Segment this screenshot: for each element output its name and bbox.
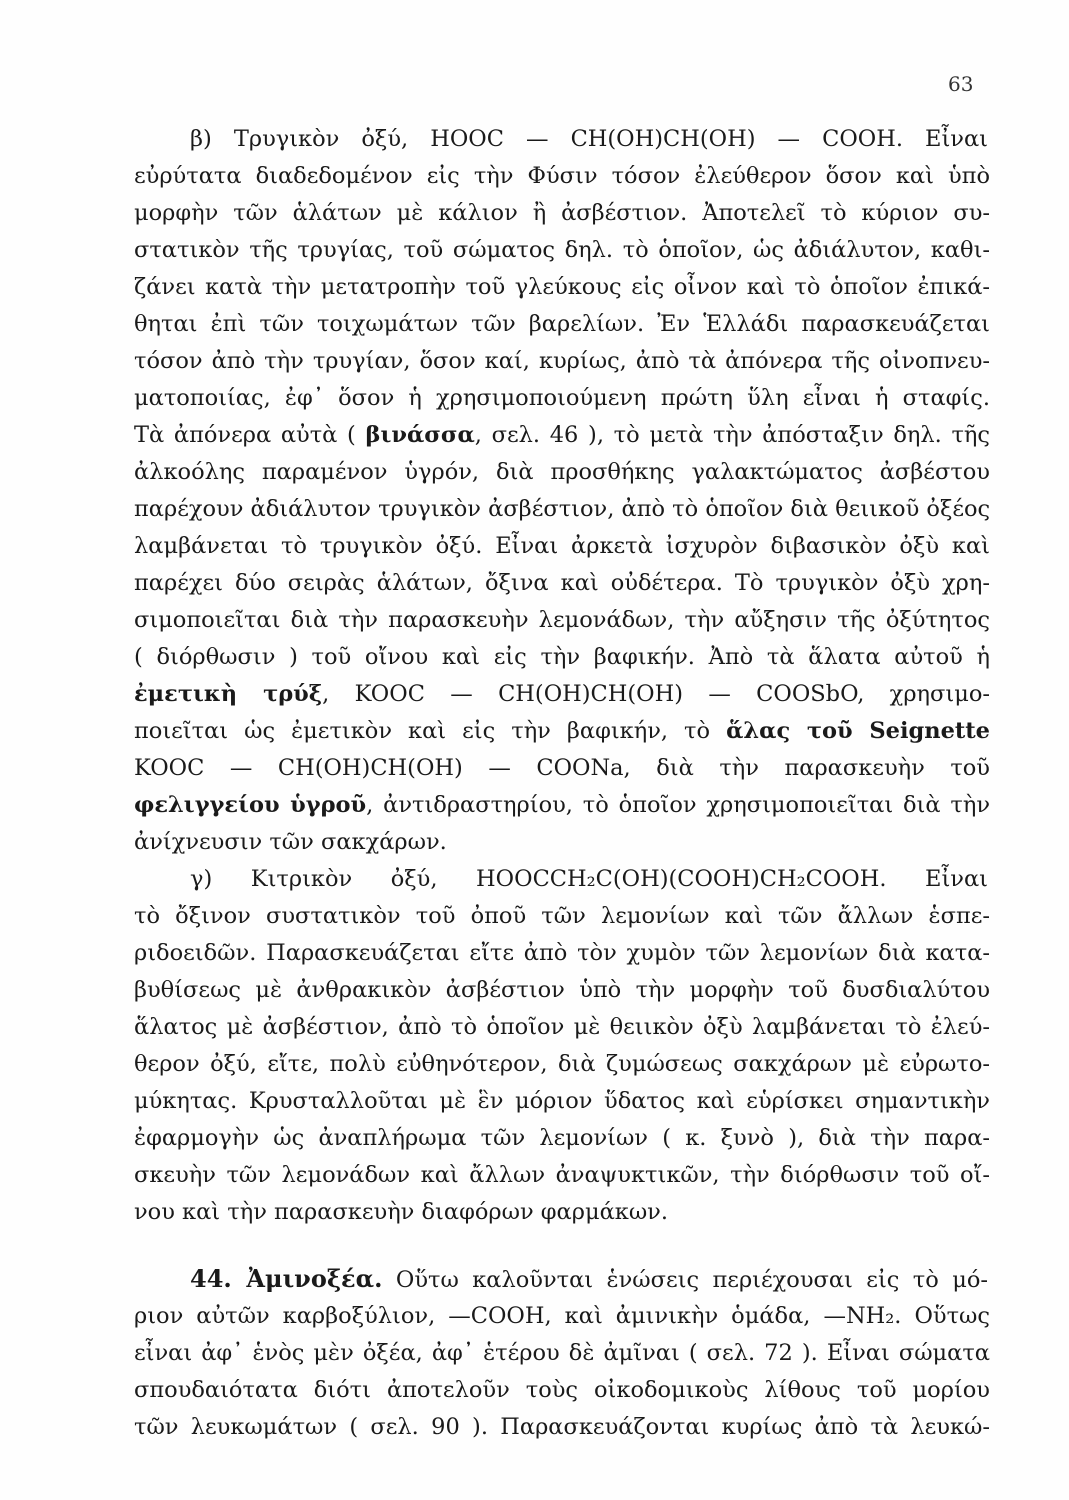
text-line: ἀνίχνευσιν τῶν σακχάρων.	[134, 829, 447, 855]
text-line: στατικὸν τῆς τρυγίας, τοῦ σώματος δηλ. τὸ ὁποῖον, ὡς ἀδιάλυτον, καθι-	[134, 237, 990, 263]
text-line: μύκητας. Κρυσταλλοῦται μὲ ἓν μόριον ὕδατος καὶ εὑρίσκει σημαντικὴν	[134, 1088, 990, 1114]
text-line: σπουδαιότατα διότι ἀποτελοῦν τοὺς οἰκοδομικοὺς λίθους τοῦ μορίου	[134, 1377, 990, 1403]
text-line: τῶν λευκωμάτων ( σελ. 90 ). Παρασκευάζονται κυρίως ἀπὸ τὰ λευκώ-	[134, 1414, 990, 1440]
text-line: νου καὶ τὴν παρασκευὴν διαφόρων φαρμάκων.	[134, 1199, 669, 1225]
section-heading-44: 44. Ἀμινοξέα.	[190, 1264, 383, 1293]
term-seignette-salt: ἅλας τοῦ Seignette	[726, 718, 990, 744]
text-line	[134, 418, 990, 452]
line-text-pre: Τὰ ἀπόνερα αὐτὰ (	[134, 422, 366, 448]
text-line: ἀλκοόλης παραμένον ὑγρόν, διὰ προσθήκης γαλακτώματος ἀσβέστου	[134, 459, 990, 485]
text-line: ἅλατος μὲ ἀσβέστιον, ἀπὸ τὸ ὁποῖον μὲ θειικὸν ὀξὺ λαμβάνεται τὸ ἐλεύ-	[134, 1014, 990, 1040]
text-line: βυθίσεως μὲ ἀνθρακικὸν ἀσβέστιον ὑπὸ τὴν μορφὴν τοῦ δυσδιαλύτου	[134, 977, 990, 1003]
text-line: μορφὴν τῶν ἁλάτων μὲ κάλιον ἢ ἀσβέστιον. Ἀποτελεῖ τὸ κύριον συ-	[134, 200, 990, 226]
line-text-pre: ποιεῖται ὡς ἐμετικὸν καὶ εἰς τὴν βαφικήν, τὸ	[134, 718, 727, 744]
section-heading-line	[190, 1262, 988, 1297]
text-line: παρέχει δύο σειρὰς ἁλάτων, ὄξινα καὶ οὐδέτερα. Τὸ τρυγικὸν ὀξὺ χρη-	[134, 570, 990, 596]
text-line: εὐρύτατα διαδεδομένον εἰς τὴν Φύσιν τόσον ἐλεύθερον ὅσον καὶ ὑπὸ	[134, 163, 990, 189]
text-line: ζάνει κατὰ τὴν μετατροπὴν τοῦ γλεύκους εἰς οἶνον καὶ τὸ ὁποῖον ἐπικά-	[134, 274, 990, 300]
text-line: τόσον ἀπὸ τὴν τρυγίαν, ὅσον καί, κυρίως, ἀπὸ τὰ ἀπόνερα τῆς οἰνοπνευ-	[134, 348, 990, 374]
text-line: θερον ὀξύ, εἴτε, πολὺ εὐθηνότερον, διὰ ζυμώσεως σακχάρων μὲ εὐρωτο-	[134, 1051, 990, 1077]
text-line	[134, 677, 990, 711]
page-number: 63	[948, 72, 974, 96]
term-emetic-tartar: ἐμετικὴ τρύξ	[134, 681, 323, 707]
text-line: ριον αὐτῶν καρβοξύλιον, —COOH, καὶ ἀμινικὴν ὁμάδα, —NH₂. Οὕτως	[134, 1303, 990, 1329]
line-text-post: Οὕτω καλοῦνται ἑνώσεις περιέχουσαι εἰς τὸ μό-	[382, 1267, 988, 1293]
text-line: ριδοειδῶν. Παρασκευάζεται εἴτε ἀπὸ τὸν χυμὸν τῶν λεμονίων διὰ κατα-	[134, 940, 990, 966]
text-line: θηται ἐπὶ τῶν τοιχωμάτων τῶν βαρελίων. Ἐν Ἑλλάδι παρασκευάζεται	[134, 311, 990, 337]
text-line: ἐφαρμογὴν ὡς ἀναπλήρωμα τῶν λεμονίων ( κ. ξυνὸ ), διὰ τὴν παρα-	[134, 1125, 990, 1151]
text-line: ( διόρθωσιν ) τοῦ οἴνου καὶ εἰς τὴν βαφικήν. Ἀπὸ τὰ ἅλατα αὐτοῦ ἡ	[134, 644, 990, 670]
text-line: σιμοποιεῖται διὰ τὴν παρασκευὴν λεμονάδων, τὴν αὔξησιν τῆς ὀξύτητος	[134, 607, 990, 633]
text-line: τὸ ὄξινον συστατικὸν τοῦ ὀποῦ τῶν λεμονίων καὶ τῶν ἄλλων ἑσπε-	[134, 903, 990, 929]
text-line: λαμβάνεται τὸ τρυγικὸν ὀξύ. Εἶναι ἀρκετὰ ἰσχυρὸν διβασικὸν ὀξὺ καὶ	[134, 533, 990, 559]
line-text-post: , KOOC — CH(OH)CH(OH) — COOSbO, χρησιμο-	[322, 681, 990, 707]
line-text-post: , σελ. 46 ), τὸ μετὰ τὴν ἀπόσταξιν δηλ. τῆς	[474, 422, 990, 448]
text-line: εἶναι ἀφ᾽ ἑνὸς μὲν ὀξέα, ἀφ᾽ ἑτέρου δὲ ἀμῖναι ( σελ. 72 ). Εἶναι σώματα	[134, 1340, 990, 1366]
text-line	[134, 714, 990, 748]
text-line: KOOC — CH(OH)CH(OH) — COONa, διὰ τὴν παρασκευὴν τοῦ	[134, 755, 990, 781]
text-line: β) Τρυγικὸν ὀξύ, HOOC — CH(OH)CH(OH) — COOH. Εἶναι	[190, 126, 988, 152]
text-line: σκευὴν τῶν λεμονάδων καὶ ἄλλων ἀναψυκτικῶν, τὴν διόρθωσιν τοῦ οἴ-	[134, 1162, 990, 1188]
text-line: γ) Κιτρικὸν ὀξύ, HOOCCH₂C(OH)(COOH)CH₂COOH. Εἶναι	[190, 866, 988, 892]
term-fehling-solution: φελιγγείου ὑγροῦ	[134, 792, 367, 818]
text-line: παρέχουν ἀδιάλυτον τρυγικὸν ἀσβέστιον, ἀπὸ τὸ ὁποῖον διὰ θειικοῦ ὀξέος	[134, 496, 990, 522]
term-vinassa: βινάσσα	[365, 422, 475, 448]
text-line: ματοποιίας, ἐφ᾽ ὅσον ἡ χρησιμοποιούμενη πρώτη ὕλη εἶναι ἡ σταφίς.	[134, 385, 990, 411]
text-line	[134, 788, 990, 822]
line-text-post: , ἀντιδραστηρίου, τὸ ὁποῖον χρησιμοποιεῖται διὰ τὴν	[366, 792, 990, 818]
